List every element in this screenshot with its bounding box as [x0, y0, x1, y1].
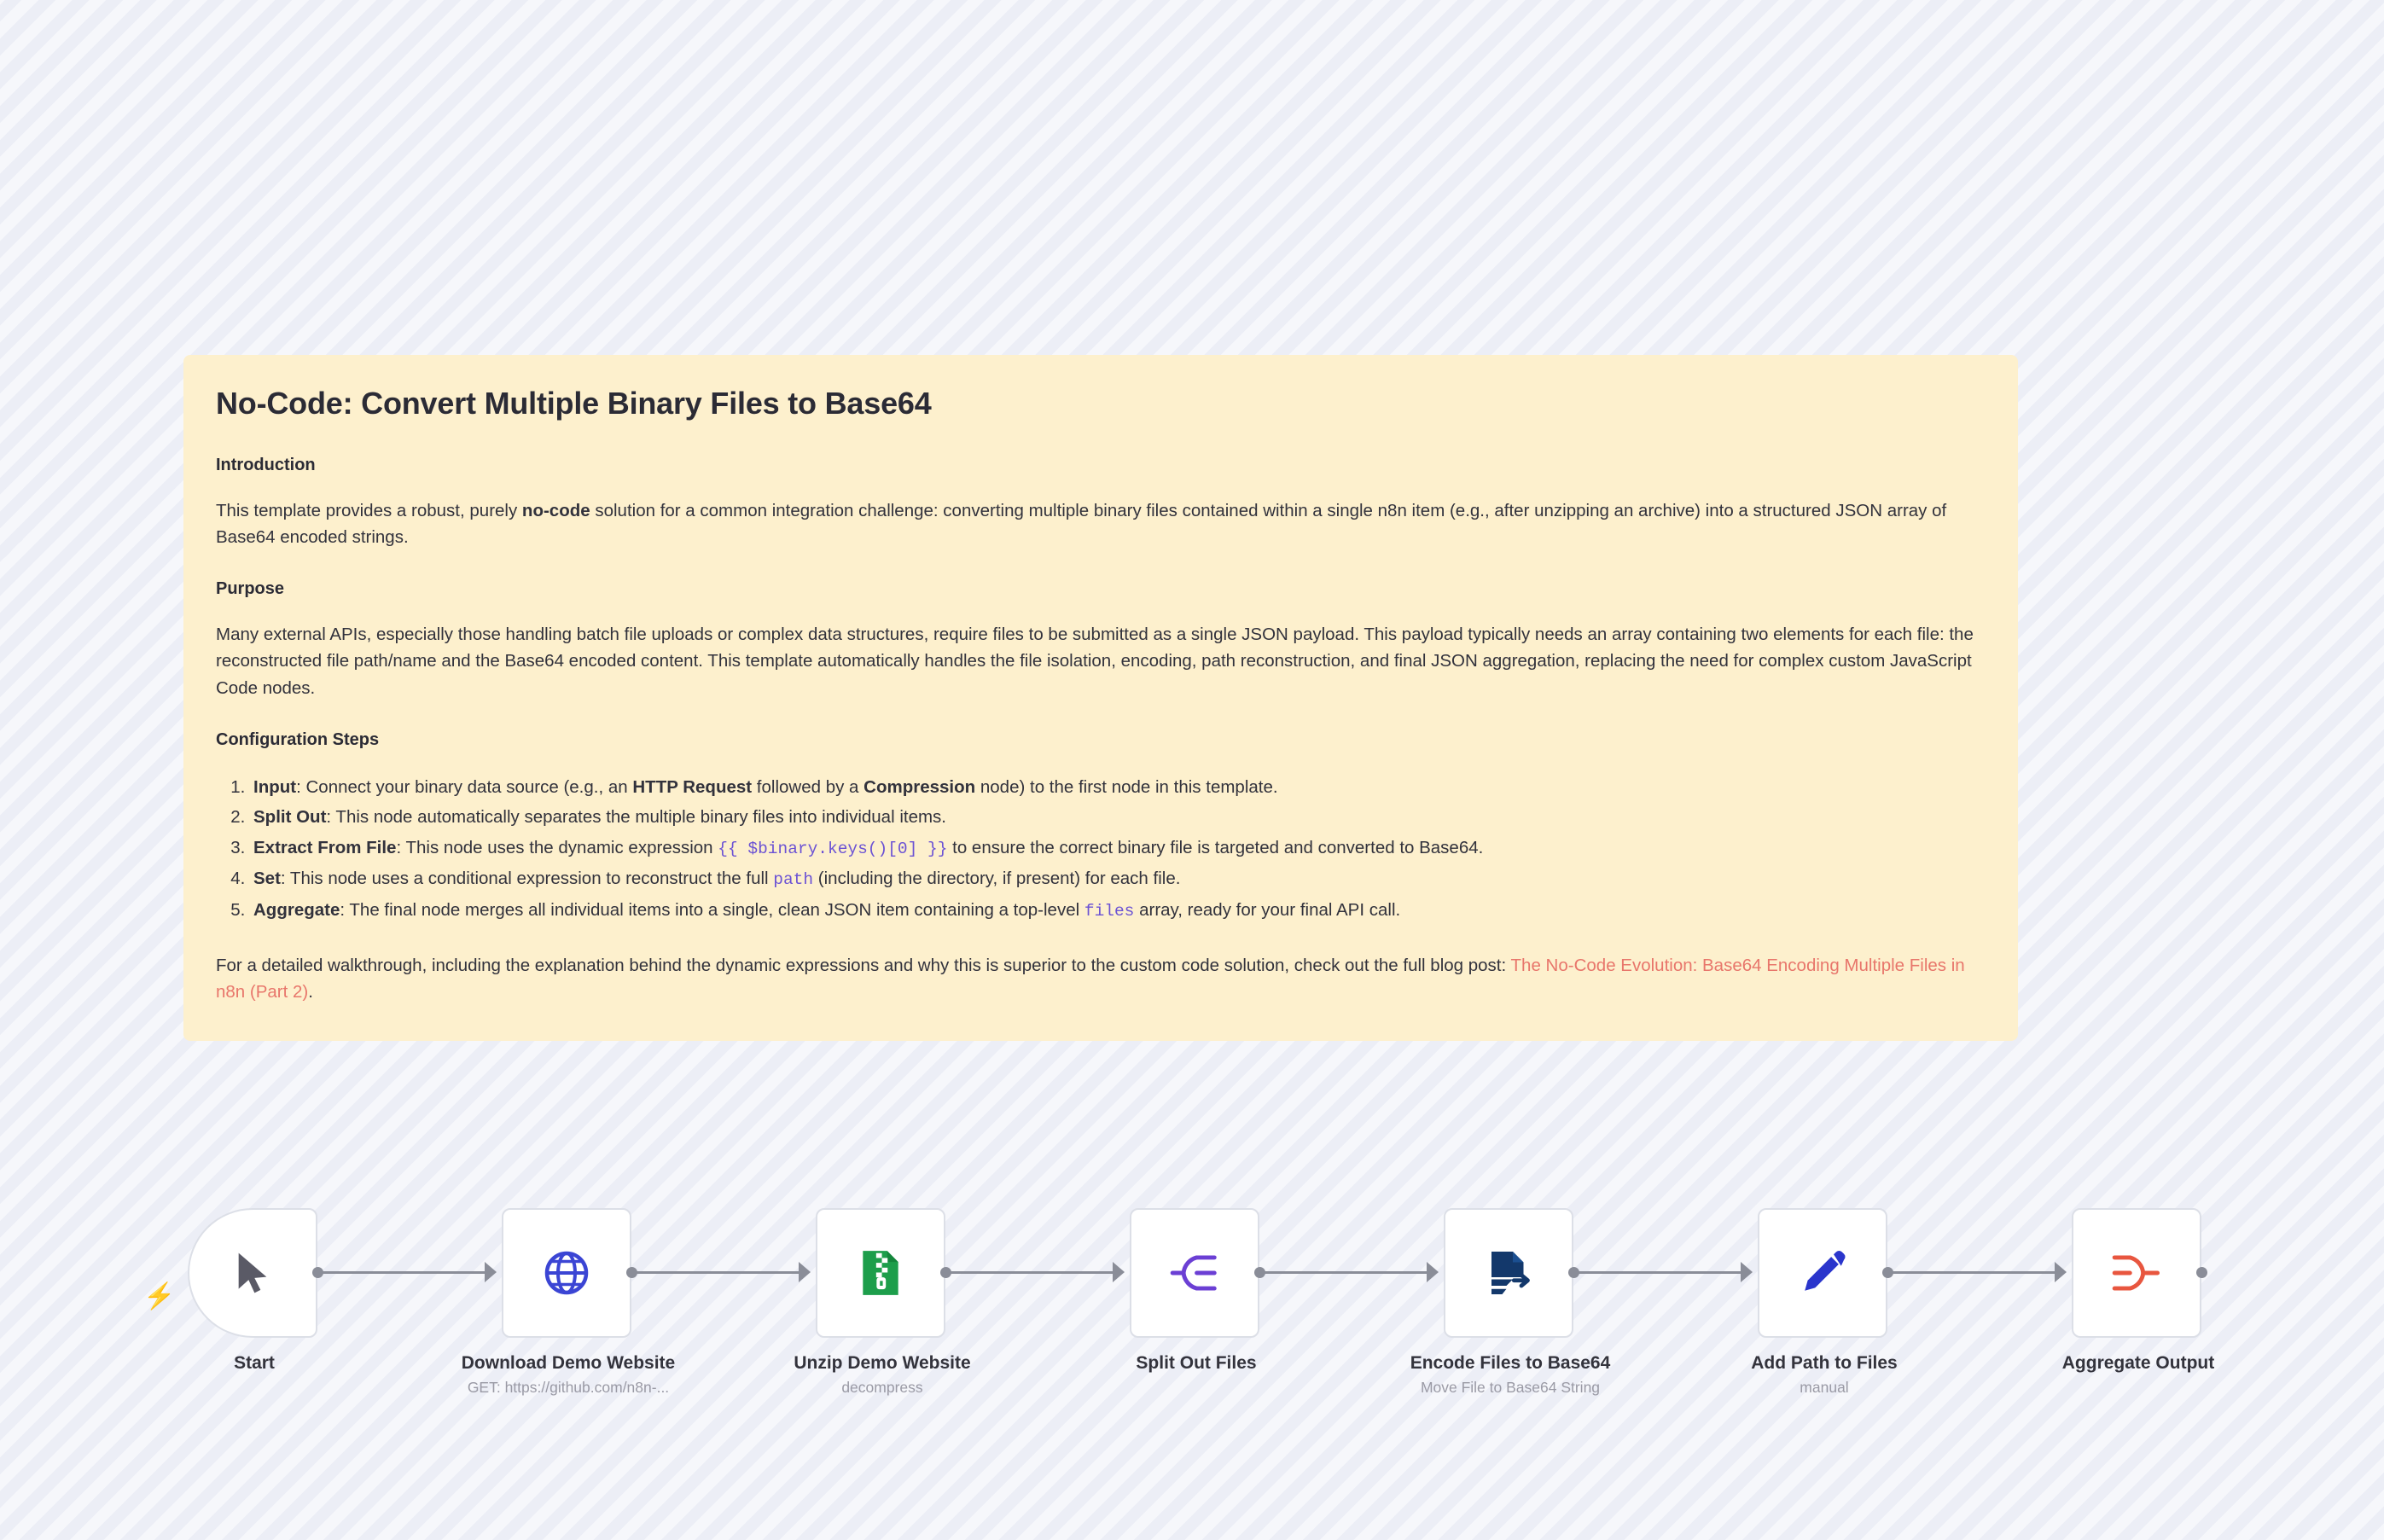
list-item: [250, 772, 1991, 802]
node-label: Start: [234, 1353, 275, 1373]
node-add-path-to-files[interactable]: [1751, 1208, 1898, 1396]
step-text-2: to ensure the correct binary file is targeted and converted to Base64.: [947, 837, 1484, 857]
node-label: Add Path to Files: [1751, 1353, 1898, 1373]
introduction-text-2: solution for a common integration challenge: converting multiple binary files contained within a single n8n item (e.g., after unzipping an archive) into a structured JSON array of Base64 encoded strings.: [216, 501, 1947, 548]
globe-icon: [541, 1247, 592, 1299]
node-aggregate-output[interactable]: [2061, 1208, 2215, 1373]
node-unzip-demo-website[interactable]: [794, 1208, 971, 1396]
configuration-steps-heading: Configuration Steps: [216, 729, 380, 749]
sticky-note[interactable]: [183, 355, 2018, 1041]
step-code: {{ $binary.keys()[0] }}: [718, 839, 948, 858]
step-text: : The final node merges all individual items into a single, clean JSON item containing a top-level: [340, 900, 1084, 921]
connector-arrow: [2055, 1262, 2067, 1282]
step-label: Input: [253, 776, 297, 797]
connector-arrow: [1427, 1262, 1439, 1282]
step-bold-3: Compression: [863, 776, 976, 797]
step-bold-2: HTTP Request: [632, 776, 753, 797]
node-encode-files-to-base64[interactable]: [1410, 1208, 1611, 1396]
step-label: Aggregate: [253, 900, 340, 921]
node-subtitle: decompress: [841, 1379, 923, 1396]
purpose-heading: Purpose: [216, 579, 285, 599]
connector-dot: [2196, 1267, 2207, 1278]
introduction-text-1: This template provides a robust, purely: [216, 501, 522, 520]
note-title: No-Code: Convert Multiple Binary Files to Base64: [216, 386, 932, 421]
step-text: : This node uses the dynamic expression: [396, 837, 718, 857]
footer-period: .: [308, 982, 313, 1002]
node-split-out-files[interactable]: [1130, 1208, 1259, 1373]
node-label: Aggregate Output: [2061, 1353, 2215, 1373]
introduction-bold: no-code: [521, 501, 590, 520]
connector-wire[interactable]: [1259, 1271, 1430, 1274]
split-out-icon: [1168, 1247, 1221, 1299]
list-item: [250, 802, 1991, 832]
footer-text: For a detailed walkthrough, including the explanation behind the dynamic expressions and why this is superior to the custom code solution, check out the full blog post:: [216, 955, 1511, 975]
lightning-bolt-icon: ⚡: [143, 1282, 176, 1310]
configuration-steps-list: [216, 772, 1991, 927]
node-download-demo-website[interactable]: [461, 1208, 676, 1396]
step-text: : This node automatically separates the multiple binary files into individual items.: [326, 807, 947, 828]
connector-arrow: [485, 1262, 497, 1282]
connector-wire[interactable]: [631, 1271, 802, 1274]
cursor-icon: [229, 1249, 276, 1297]
list-item: [250, 833, 1991, 864]
step-text-3: node) to the first node in this template.: [975, 776, 1278, 797]
introduction-heading: Introduction: [216, 456, 316, 474]
node-start[interactable]: [188, 1208, 317, 1373]
connector-arrow: [1741, 1262, 1753, 1282]
connector-wire[interactable]: [317, 1271, 488, 1274]
connector-arrow: [1113, 1262, 1125, 1282]
connector-wire[interactable]: [1573, 1271, 1744, 1274]
connector-arrow: [799, 1262, 811, 1282]
step-code: files: [1084, 902, 1135, 921]
introduction-paragraph: [216, 497, 1991, 550]
purpose-paragraph: Many external APIs, especially those handling batch file uploads or complex data structures, require files to be submitted as a single JSON payload. This payload typically needs an array containing two elements for each file: the reconstructed file path/name and the Base64 encoded content. This template automatically handles the file isolation, encoding, path reconstruction, and final JSON aggregation, replacing the need for complex custom JavaScript Code nodes.: [216, 625, 1974, 698]
pencil-icon: [1798, 1248, 1847, 1298]
step-code: path: [773, 870, 814, 890]
node-label: Split Out Files: [1136, 1353, 1257, 1373]
extract-file-icon: [1483, 1247, 1534, 1299]
aggregate-icon: [2110, 1247, 2163, 1299]
zip-file-icon: [854, 1247, 907, 1299]
connector-wire[interactable]: [945, 1271, 1116, 1274]
list-item: [250, 863, 1991, 895]
node-label: Encode Files to Base64: [1410, 1353, 1611, 1373]
step-label: Split Out: [253, 807, 327, 828]
connector-wire[interactable]: [1887, 1271, 2058, 1274]
footer-paragraph: [216, 952, 1991, 1005]
step-text: : Connect your binary data source (e.g., an: [296, 776, 633, 797]
step-label: Set: [253, 869, 281, 889]
node-subtitle: Move File to Base64 String: [1420, 1379, 1601, 1396]
node-subtitle: GET: https://github.com/n8n-...: [467, 1379, 670, 1396]
step-label: Extract From File: [253, 837, 397, 857]
node-label: Download Demo Website: [461, 1353, 676, 1373]
node-subtitle: manual: [1800, 1379, 1849, 1396]
step-text-2: array, ready for your final API call.: [1134, 900, 1401, 921]
list-item: [250, 895, 1991, 927]
blog-post-link[interactable]: The No-Code Evolution: Base64 Encoding Multiple Files in n8n (Part 2): [216, 955, 1965, 1002]
step-text-2: followed by a: [752, 776, 864, 797]
node-label: Unzip Demo Website: [794, 1353, 971, 1373]
step-text: : This node uses a conditional expression to reconstruct the full: [280, 869, 774, 889]
workflow-canvas[interactable]: [0, 1207, 2384, 1463]
step-text-2: (including the directory, if present) for each file.: [813, 869, 1181, 889]
